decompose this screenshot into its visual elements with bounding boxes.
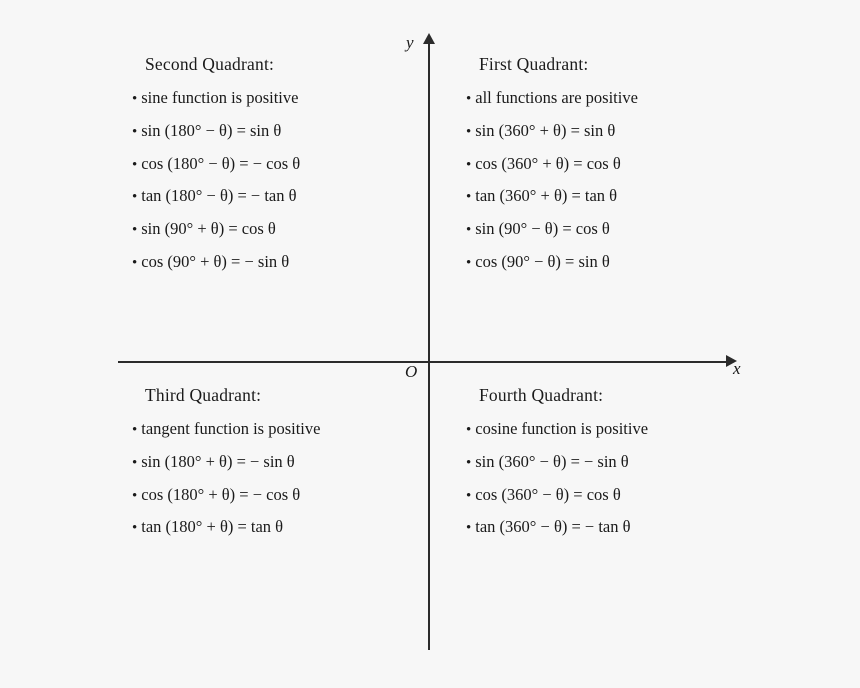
quadrant-fourth-title: Fourth Quadrant: [479,385,604,405]
quadrant-fourth-item-1: sin (360° − θ) = − sin θ [475,451,629,471]
list-item [132,484,432,506]
quadrant-second-item-3: tan (180° − θ) = − tan θ [141,186,297,206]
quadrant-first-item-1: sin (360° + θ) = sin θ [475,120,616,140]
bullet-icon: • [132,123,138,140]
bullet-icon: • [466,254,472,271]
quadrant-second-title: Second Quadrant: [145,54,275,74]
quadrant-third-item-0: tangent function is positive [141,419,321,438]
list-item [132,153,432,175]
x-axis-label: x [733,359,741,378]
list-item [466,418,766,440]
quadrant-third-title: Third Quadrant: [145,385,262,405]
list-item [132,251,432,273]
list-item [466,87,766,109]
list-item [466,218,766,240]
quadrant-third [132,385,432,549]
quadrant-second-item-0: sine function is positive [141,88,299,107]
quadrant-first-item-5: cos (90° − θ) = sin θ [475,251,610,271]
quadrant-second [132,54,432,284]
x-axis-line [118,361,728,363]
quadrant-fourth-item-3: tan (360° − θ) = − tan θ [475,517,631,537]
quadrant-first-item-0: all functions are positive [475,88,638,107]
quadrant-fourth [466,385,766,549]
bullet-icon: • [466,91,472,107]
quadrant-second-item-4: sin (90° + θ) = cos θ [141,219,276,239]
bullet-icon: • [132,254,138,271]
quadrant-second-item-1: sin (180° − θ) = sin θ [141,120,282,140]
y-axis-arrow-icon [423,33,435,44]
quadrant-first-title: First Quadrant: [479,54,589,74]
bullet-icon: • [132,91,138,107]
quadrant-third-item-2: cos (180° + θ) = − cos θ [141,484,301,504]
bullet-icon: • [466,487,472,504]
list-item [132,516,432,538]
bullet-icon: • [132,156,138,173]
quadrant-second-item-2: cos (180° − θ) = − cos θ [141,153,301,173]
bullet-icon: • [132,222,138,239]
quadrant-second-item-5: cos (90° + θ) = − sin θ [141,251,290,271]
bullet-icon: • [132,487,138,504]
quadrant-first-item-4: sin (90° − θ) = cos θ [475,219,610,239]
quadrant-first-item-3: tan (360° + θ) = tan θ [475,186,618,206]
bullet-icon: • [466,189,472,206]
list-item [132,218,432,240]
y-axis-label: y [406,33,414,52]
list-item [132,185,432,207]
bullet-icon: • [466,123,472,140]
list-item [466,153,766,175]
bullet-icon: • [466,454,472,471]
bullet-icon: • [132,422,138,438]
bullet-icon: • [466,520,472,537]
bullet-icon: • [466,222,472,239]
list-item [466,451,766,473]
list-item [132,418,432,440]
quadrant-fourth-item-2: cos (360° − θ) = cos θ [475,484,621,504]
bullet-icon: • [132,454,138,471]
origin-label: O [405,362,418,381]
list-item [466,120,766,142]
list-item [466,185,766,207]
bullet-icon: • [466,156,472,173]
list-item [466,251,766,273]
quadrant-first-item-2: cos (360° + θ) = cos θ [475,153,621,173]
list-item [466,516,766,538]
bullet-icon: • [132,189,138,206]
bullet-icon: • [466,422,472,438]
quadrant-fourth-item-0: cosine function is positive [475,419,649,438]
list-item [132,451,432,473]
quadrant-third-item-3: tan (180° + θ) = tan θ [141,517,284,537]
list-item [466,484,766,506]
list-item [132,87,432,109]
list-item [132,120,432,142]
bullet-icon: • [132,520,138,537]
quadrant-first [466,54,766,284]
quadrant-third-item-1: sin (180° + θ) = − sin θ [141,451,295,471]
